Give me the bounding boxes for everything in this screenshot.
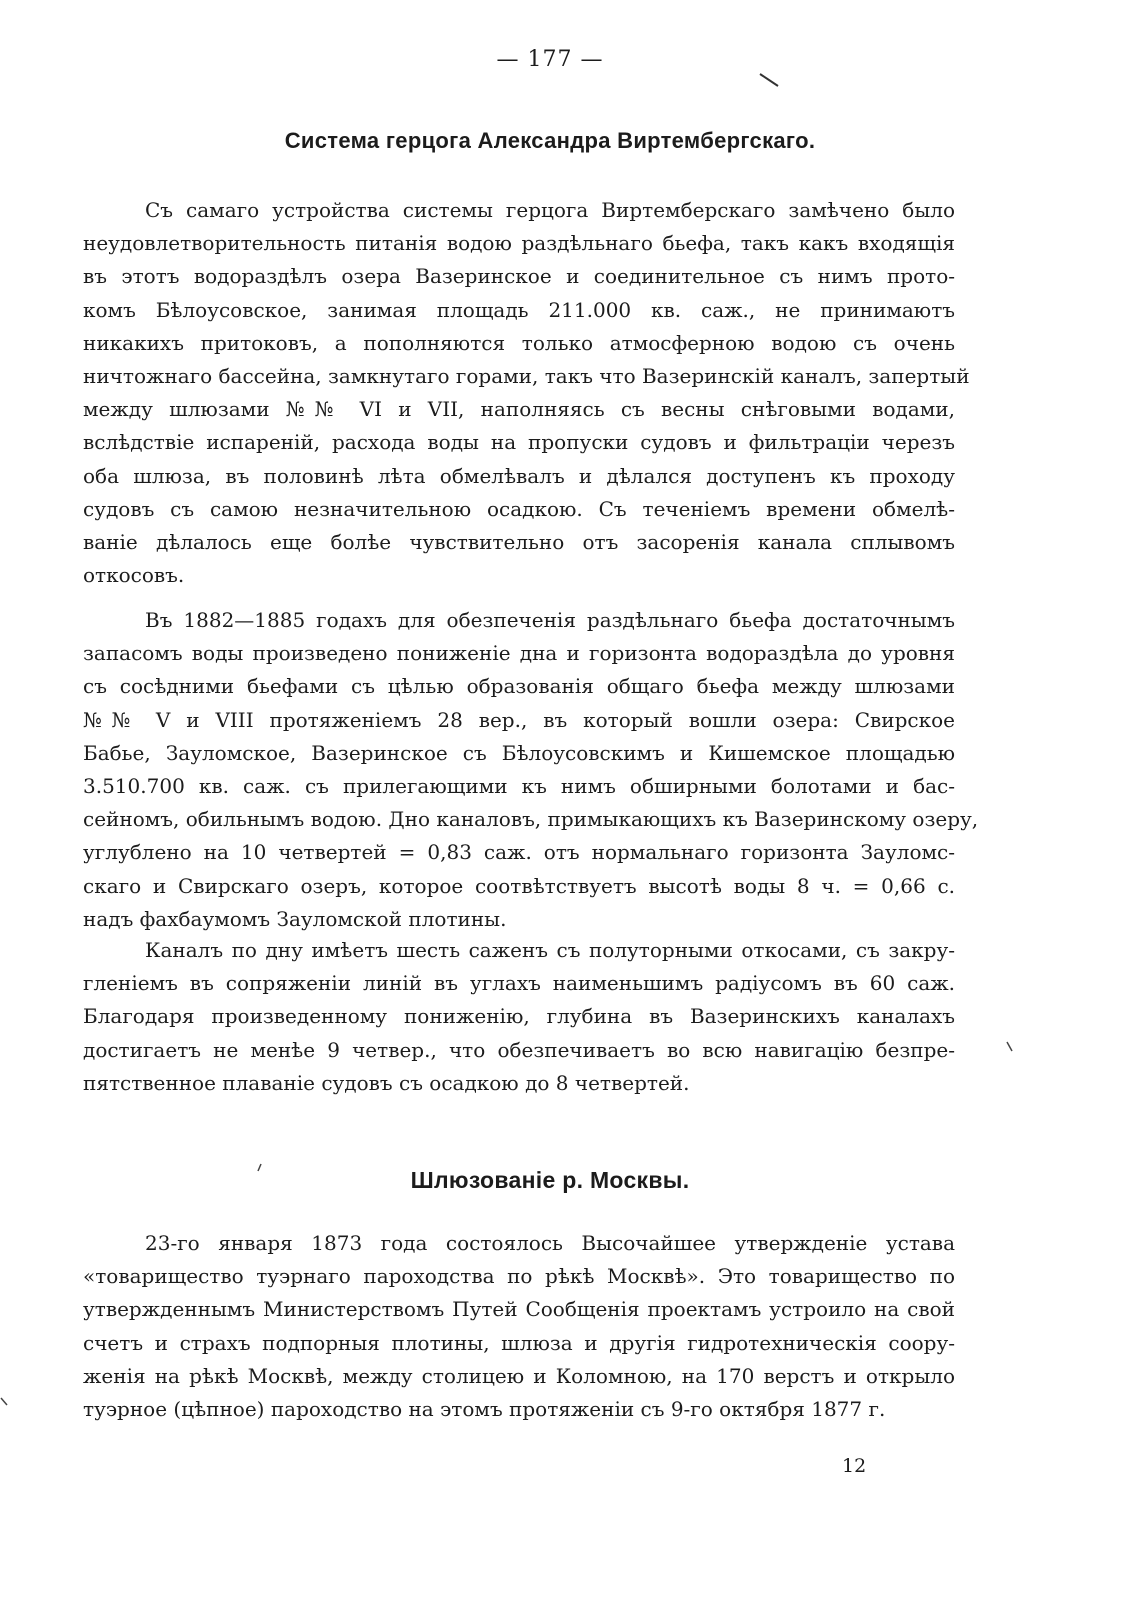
paragraph-3 — [83, 934, 955, 1100]
text-line: сейномъ, обильнымъ водою. Дно каналовъ, примыкающихъ къ Вазеринскому озеру, — [83, 807, 979, 832]
text-line: углублено на 10 четвертей = 0,83 саж. отъ нормальнаго горизонта Зауломс- — [83, 840, 955, 865]
text-line: женія на рѣкѣ Москвѣ, между столицею и Коломною, на 170 верстъ и открыло — [83, 1363, 955, 1388]
text-line: Каналъ по дну имѣетъ шесть саженъ съ полуторными откосами, съ закру- — [145, 938, 955, 962]
paragraph-1 — [83, 194, 970, 592]
paragraph-2 — [83, 604, 979, 936]
paragraph-4 — [83, 1227, 955, 1426]
text-line: утвержденнымъ Министерствомъ Путей Сообщенія проектамъ устроило на свой — [83, 1297, 955, 1322]
text-line: судовъ съ самою незначительною осадкою. Съ теченіемъ времени обмелѣ- — [83, 496, 955, 521]
text-line: ваніе дѣлалось еще болѣе чувствительно отъ засоренія канала сплывомъ — [83, 530, 955, 555]
signature-mark: 12 — [842, 1455, 867, 1477]
text-line: счетъ и страхъ подпорныя плотины, шлюза и другія гидротехническія соору- — [83, 1330, 955, 1355]
text-line: Благодаря произведенному пониженію, глубина въ Вазеринскихъ каналахъ — [83, 1004, 955, 1029]
text-line: ничтожнаго бассейна, замкнутаго горами, такъ что Вазеринскій каналъ, запертый — [83, 364, 970, 389]
text-line: между шлюзами №№ VI и VII, наполняясь съ весны снѣговыми водами, — [83, 397, 955, 422]
text-line: комъ Бѣлоусовское, занимая площадь 211.000 кв. саж., не принимаютъ — [83, 297, 955, 322]
text-line: Въ 1882—1885 годахъ для обезпеченія раздѣльнаго бьефа достаточнымъ — [145, 608, 955, 632]
section-heading-moscow-river-locks: Шлюзованіе р. Москвы. — [410, 1167, 690, 1193]
text-line: туэрное (цѣпное) пароходство на этомъ протяженіи съ 9-го октября 1877 г. — [83, 1397, 886, 1422]
text-line: надъ фахбаумомъ Зауломской плотины. — [83, 906, 507, 931]
text-line: Съ самаго устройства системы герцога Виртемберскаго замѣчено было — [145, 198, 955, 222]
text-line: вслѣдствіе испареній, расхода воды на пропуски судовъ и фильтраціи черезъ — [83, 430, 955, 455]
scan-speck-mark — [1005, 1040, 1015, 1054]
page-number: — 177 — — [496, 47, 604, 72]
text-line: «товарищество туэрнаго пароходства по рѣкѣ Москвѣ». Это товарищество по — [83, 1264, 955, 1289]
text-line: достигаетъ не менѣе 9 четвер., что обезпечиваетъ во всю навигацію безпре- — [83, 1037, 955, 1062]
text-line: 23-го января 1873 года состоялось Высочайшее утвержденіе устава — [145, 1231, 955, 1255]
section-heading-wurttemberg-system: Система герцога Александра Виртембергскаго. — [284, 128, 816, 153]
scan-speck-mark — [758, 70, 782, 90]
scan-speck-mark — [0, 1396, 10, 1408]
text-line: съ сосѣдними бьефами съ цѣлью образованія общаго бьефа между шлюзами — [83, 674, 955, 699]
text-line: откосовъ. — [83, 563, 185, 588]
text-line: гленіемъ въ сопряженіи линій въ углахъ наименьшимъ радіусомъ въ 60 саж. — [83, 971, 955, 996]
text-line: никакихъ притоковъ, а пополняются только атмосферною водою съ очень — [83, 330, 955, 355]
text-line: Бабье, Зауломское, Вазеринское съ Бѣлоусовскимъ и Кишемское площадью — [83, 740, 955, 765]
text-line: запасомъ воды произведено пониженіе дна и горизонта водораздѣла до уровня — [83, 641, 955, 666]
scan-speck-mark — [256, 1162, 264, 1174]
text-line: неудовлетворительность питанія водою раздѣльнаго бьефа, такъ какъ входящія — [83, 231, 955, 256]
text-line: въ этотъ водораздѣлъ озера Вазеринское и соединительное съ нимъ прото- — [83, 264, 955, 289]
text-line: №№ V и VIII протяженіемъ 28 вер., въ который вошли озера: Свирское — [83, 707, 955, 732]
text-line: скаго и Свирскаго озеръ, которое соотвѣтствуетъ высотѣ воды 8 ч. = 0,66 с. — [83, 873, 955, 898]
text-line: пятственное плаваніе судовъ съ осадкою до 8 четвертей. — [83, 1070, 690, 1095]
text-line: оба шлюза, въ половинѣ лѣта обмелѣвалъ и дѣлался доступенъ къ проходу — [83, 463, 955, 488]
text-line: 3.510.700 кв. саж. съ прилегающими къ нимъ обширными болотами и бас- — [83, 774, 955, 799]
